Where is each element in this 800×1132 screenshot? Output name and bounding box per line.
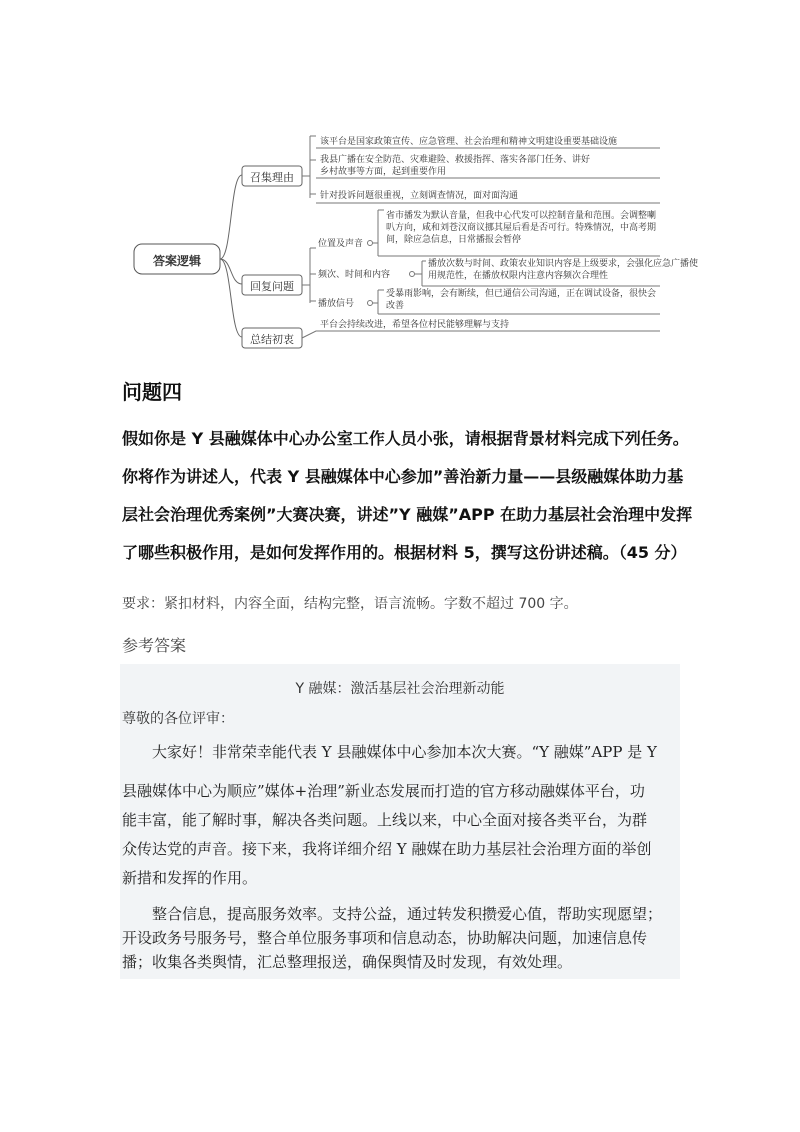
branch-label-1: 召集理由	[250, 171, 294, 184]
answer-line: 整合信息，提高服务效率。支持公益，通过转发积攒爱心值，帮助实现愿望；	[152, 905, 663, 923]
question-line: 了哪些积极作用，是如何发挥作用的。根据材料 5，撰写这份讲述稿。（45 分）	[122, 543, 687, 562]
answer-line: 能丰富，能了解时事，解决各类问题。上线以来，中心全面对接各类平台，为群	[122, 811, 648, 829]
mind-map-root-label: 答案逻辑	[152, 254, 201, 268]
sub-node-2-dot	[410, 272, 415, 277]
question-line: 层社会治理优秀案例”大赛决赛，讲述”Y 融媒”APP 在助力基层社会治理中发挥	[122, 505, 693, 524]
sub-node-1-dot	[368, 241, 373, 246]
sub2-text-line1: 播放次数与时间、政策农业知识内容是上级要求，会强化应急广播使	[428, 259, 699, 269]
bracket-branch3	[302, 331, 660, 338]
question-body	[122, 420, 693, 572]
sub1-text-line3: 间，除应急信息，日常播报会暂停	[386, 235, 522, 245]
reference-answer-label: 参考答案	[122, 636, 187, 655]
connector-root-branch1	[220, 175, 242, 259]
answer-line: 大家好！非常荣幸能代表 Y 县融媒体中心参加本次大赛。“Y 融媒”APP 是 Y	[152, 743, 657, 761]
sub2-text-line2: 用规范性，在播放权限内注意内容频次合理性	[428, 271, 609, 281]
sub1-text-line1: 省市播发为默认音量，但我中心代发可以控制音量和范围。会调整喇	[386, 211, 657, 221]
question-line: 假如你是 Y 县融媒体中心办公室工作人员小张，请根据背景材料完成下列任务。	[122, 429, 689, 448]
answer-line: 开设政务号服务号，整合单位服务事项和信息动态，协助解决问题，加速信息传	[122, 929, 648, 947]
question-heading: 问题四	[122, 380, 182, 404]
requirement-text: 要求：紧扣材料，内容全面，结构完整，语言流畅。字数不超过 700 字。	[122, 596, 578, 612]
question-line: 你将作为讲述人，代表 Y 县融媒体中心参加”善治新力量——县级融媒体助力基	[122, 467, 684, 486]
answer-line: 众传达党的声音。接下来，我将详细介绍 Y 融媒在助力基层社会治理方面的举创	[122, 840, 652, 858]
branch3-item-1: 平台会持续改进，希望各位村民能够理解与支持	[320, 320, 510, 330]
sub3-text-line2: 改善	[386, 301, 405, 311]
sub1-label: 位置及声音	[318, 239, 364, 249]
answer-title: Y 融媒：激活基层社会治理新动能	[295, 681, 505, 697]
answer-line: 县融媒体中心为顺应”媒体+治理”新业态发展而打造的官方移动融媒体平台，功	[122, 782, 645, 800]
mind-map	[120, 118, 699, 358]
sub2-label: 频次、时间和内容	[318, 270, 391, 280]
bracket-branch2	[302, 248, 316, 303]
answer-paragraph-2	[122, 902, 678, 974]
answer-line: 播；收集各类舆情，汇总整理报送，确保舆情及时发现，有效处理。	[122, 953, 573, 971]
branch1-item-2-line2: 乡村故事等方面，起到重要作用	[320, 167, 447, 177]
sub-node-3-dot	[368, 301, 373, 306]
branch1-item-2-line1: 我县广播在安全防范、灾难避险、救援指挥、落实各部门任务、讲好	[320, 155, 591, 165]
branch1-item-3: 针对投诉问题很重视，立刻调查情况，面对面沟通	[320, 191, 519, 201]
branch-label-2: 回复问题	[250, 280, 294, 293]
branch1-item-1: 该平台是国家政策宣传、应急管理、社会治理和精神文明建设重要基础设施	[320, 137, 618, 147]
answer-panel	[120, 664, 680, 979]
answer-greeting: 尊敬的各位评审：	[122, 711, 234, 727]
answer-paragraph-1	[122, 738, 678, 893]
connector-root-branch2	[220, 259, 242, 284]
bracket-branch1	[302, 136, 316, 198]
branch-label-3: 总结初衷	[250, 333, 294, 346]
answer-line: 新措和发挥的作用。	[122, 869, 258, 887]
sub1-text-line2: 叭方向，咸和刘苍汉商议挪其屋后看是否可行。特殊情况，中高考期	[386, 223, 657, 233]
sub3-text-line1: 受暴雨影响，会有断续，但已通信公司沟通，正在调试设备，很快会	[386, 289, 657, 299]
sub3-label: 播放信号	[318, 299, 355, 309]
